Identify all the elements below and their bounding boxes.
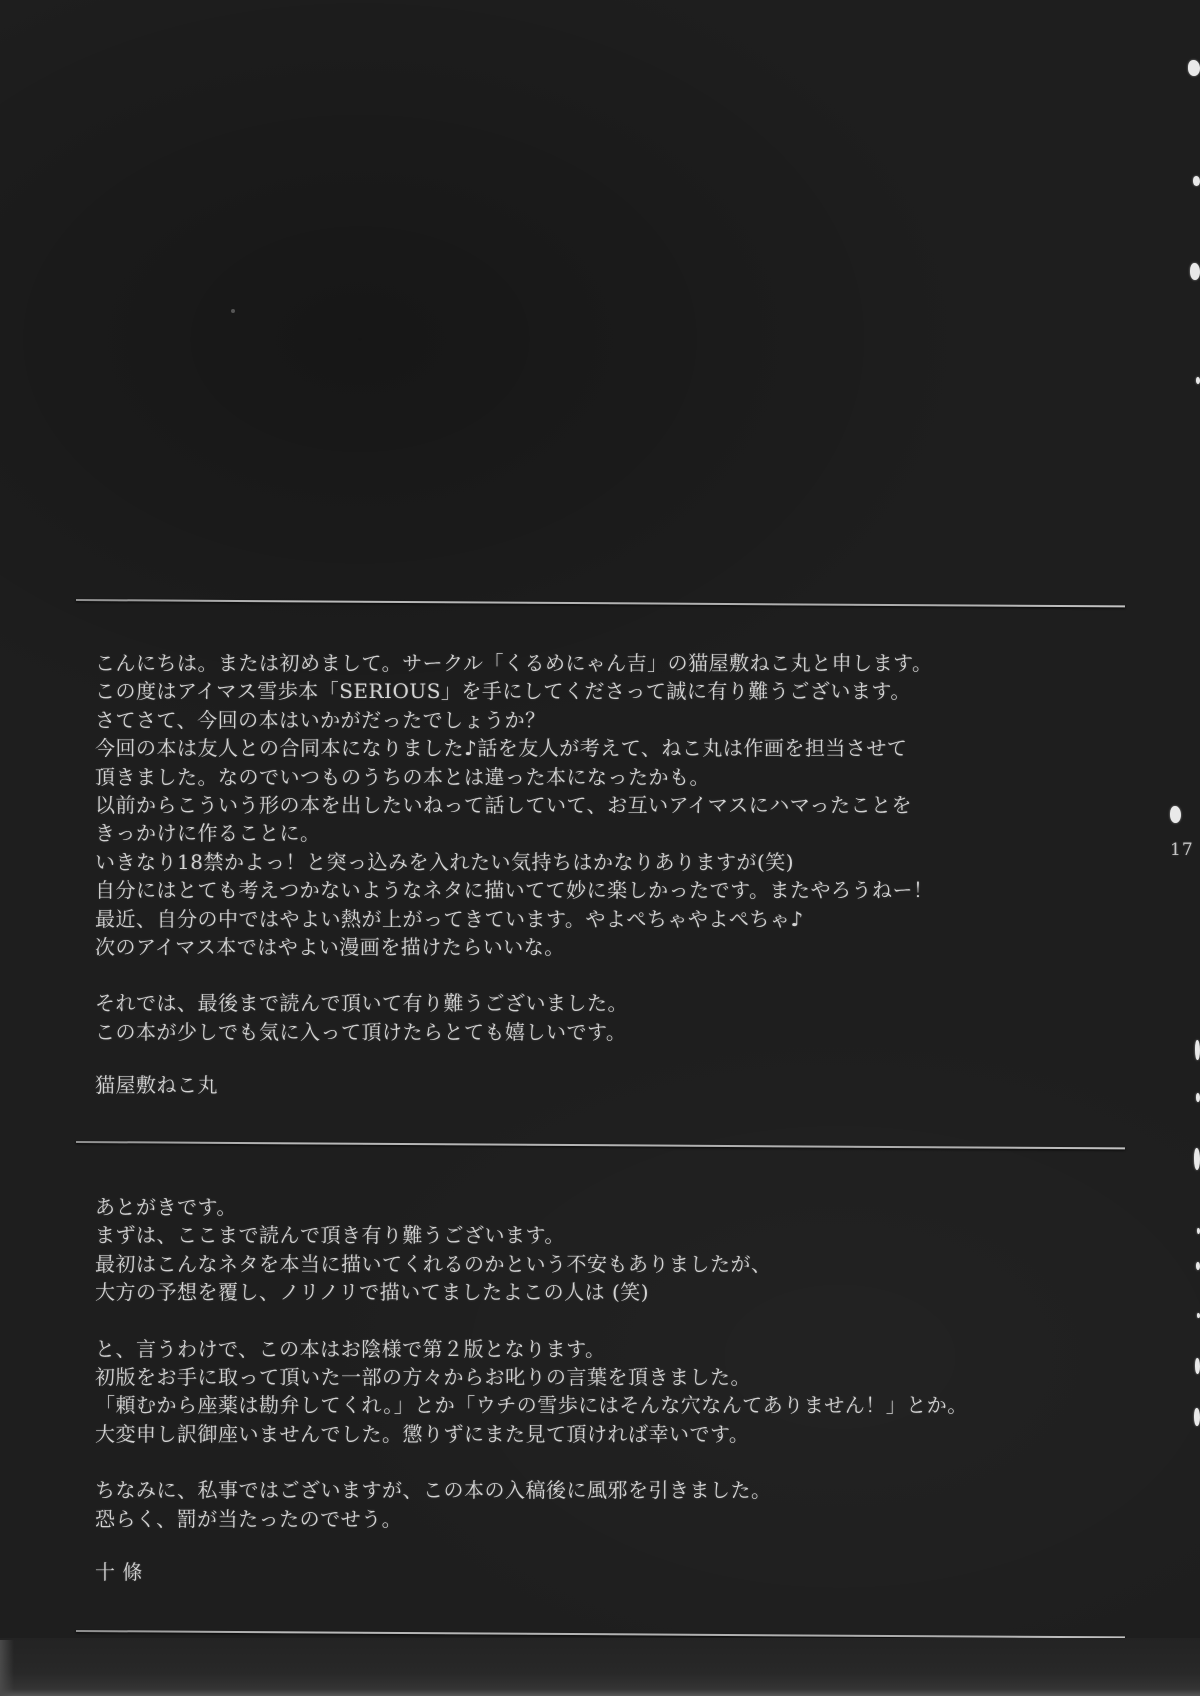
text-line: まずは、ここまで読んで頂き有り難うございます。 xyxy=(95,1223,565,1248)
text-line: いきなり18禁かよっ！と突っ込みを入れたい気持ちはかなりありますが(笑) xyxy=(95,849,795,874)
writer-signature: 十 條 xyxy=(95,1560,143,1585)
afterword-section xyxy=(95,1193,1105,1586)
paper-edge-speck xyxy=(1196,377,1200,384)
scan-dust-dot xyxy=(231,309,235,313)
text-line: 最近、自分の中ではやよい熱が上がってきています。やよぺちゃやよぺちゃ♪ xyxy=(95,906,804,931)
text-line: この度はアイマス雪歩本「SERIOUS」を手にしてくださって誠に有り難うございます。 xyxy=(95,679,911,704)
paper-edge-speck xyxy=(1190,263,1200,280)
text-line: 今回の本は友人との合同本になりました♪話を友人が考えて、ねこ丸は作画を担当させて xyxy=(95,736,908,761)
text-line: 以前からこういう形の本を出したいねって話していて、お互いアイマスにハマったことを xyxy=(95,793,912,818)
divider-line-top xyxy=(76,599,1125,607)
greeting-paragraph-2 xyxy=(95,989,1105,1046)
afterword-paragraph-2 xyxy=(95,1335,1105,1449)
text-line: さてさて、今回の本はいかがだったでしょうか？ xyxy=(95,707,546,732)
paper-edge-speck xyxy=(1196,1093,1200,1102)
greeting-paragraph-1 xyxy=(95,649,1105,961)
text-line: 次のアイマス本ではやよい漫画を描けたらいいな。 xyxy=(95,935,565,960)
text-line: 初版をお手に取って頂いた一部の方々からお叱りの言葉を頂きました。 xyxy=(95,1365,751,1390)
text-line: 最初はこんなネタを本当に描いてくれるのかという不安もありましたが、 xyxy=(95,1251,772,1276)
text-line: 大方の予想を覆し、ノリノリで描いてましたよこの人は (笑) xyxy=(95,1280,650,1305)
paper-edge-speck xyxy=(1194,1148,1200,1170)
text-line: 頂きました。なのでいつものうちの本とは違った本になったかも。 xyxy=(95,764,710,789)
paper-edge-speck xyxy=(1195,1040,1200,1060)
divider-line-middle xyxy=(76,1141,1125,1149)
paper-edge-speck xyxy=(1170,806,1181,823)
page-number: 17 xyxy=(1170,840,1194,860)
paper-edge-speck xyxy=(1193,176,1200,186)
text-line: 「頼むから座薬は勘弁してくれ。」とか「ウチの雪歩にはそんな穴なんてありません！」とか。 xyxy=(95,1393,968,1418)
paper-edge-speck xyxy=(1194,1408,1200,1426)
text-line: きっかけに作ることに。 xyxy=(95,821,321,846)
text-line: 恐らく、罰が当たったのでせう。 xyxy=(95,1506,403,1531)
artist-signature: 猫屋敷ねこ丸 xyxy=(95,1073,218,1098)
afterword-paragraph-3 xyxy=(95,1476,1105,1533)
paper-edge-speck xyxy=(1195,1358,1200,1374)
text-line: と、言うわけで、この本はお陰様で第２版となります。 xyxy=(95,1336,606,1361)
text-line: ちなみに、私事ではございますが、この本の入稿後に風邪を引きました。 xyxy=(95,1478,772,1503)
text-line: あとがきです。 xyxy=(95,1195,237,1219)
text-line: こんにちは。または初めまして。サークル「くるめにゃん吉」の猫屋敷ねこ丸と申します。 xyxy=(95,651,933,675)
greeting-section xyxy=(95,649,1105,1100)
text-line: この本が少しでも気に入って頂けたらとても嬉しいです。 xyxy=(95,1019,627,1044)
afterword-paragraph-1 xyxy=(95,1193,1105,1307)
page-bottom-edge xyxy=(0,1638,1200,1696)
text-line: 自分にはとても考えつかないようなネタに描いてて妙に楽しかったです。またやろうねー！ xyxy=(95,878,934,903)
text-line: 大変申し訳御座いませんでした。懲りずにまた見て頂ければ幸いです。 xyxy=(95,1421,750,1446)
text-line: それでは、最後まで読んで頂いて有り難うございました。 xyxy=(95,991,628,1016)
paper-edge-speck xyxy=(1196,1262,1200,1270)
paper-edge-speck xyxy=(1188,60,1200,76)
page-bottom-left-edge xyxy=(0,1640,14,1696)
